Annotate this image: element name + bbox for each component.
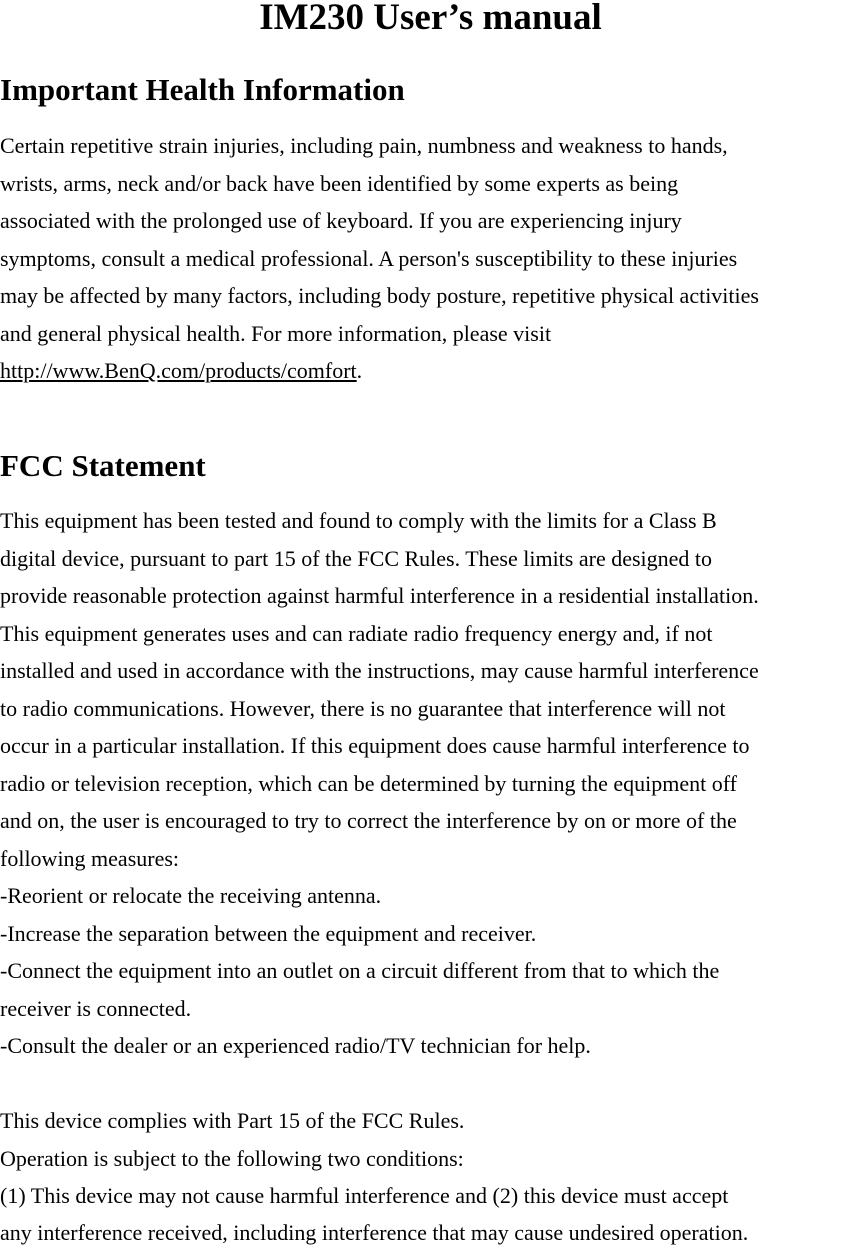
fcc-line: provide reasonable protection against harmful interference in a residential installation. (0, 583, 759, 608)
fcc-line: radio or television reception, which can be determined by turning the equipment off (0, 771, 737, 796)
health-line: symptoms, consult a medical professional. A person's susceptibility to these injuries (0, 246, 738, 271)
health-line: may be affected by many factors, including body posture, repetitive physical activities (0, 283, 759, 308)
fcc-line: This equipment generates uses and can radiate radio frequency energy and, if not (0, 621, 713, 646)
compliance-line: (1) This device may not cause harmful interference and (2) this device must accept (0, 1183, 729, 1208)
fcc-measure-item: -Increase the separation between the equipment and receiver. (0, 921, 537, 946)
compliance-line: This device complies with Part 15 of the FCC Rules. (0, 1108, 465, 1133)
health-line: and general physical health. For more information, please visit (0, 321, 552, 346)
fcc-line: and on, the user is encouraged to try to correct the interference by on or more of the (0, 808, 737, 833)
compliance-line: any interference received, including interference that may cause undesired operation. (0, 1220, 749, 1245)
health-heading: Important Health Information (0, 72, 405, 107)
fcc-line: following measures: (0, 846, 180, 871)
health-line: associated with the prolonged use of keyboard. If you are experiencing injury (0, 208, 682, 233)
fcc-line: to radio communications. However, there is no guarantee that interference will not (0, 696, 726, 721)
fcc-measure-item: -Reorient or relocate the receiving antenna. (0, 883, 382, 908)
fcc-heading: FCC Statement (0, 448, 206, 483)
compliance-line: Operation is subject to the following two conditions: (0, 1146, 464, 1171)
fcc-line: occur in a particular installation. If this equipment does cause harmful interference to (0, 733, 750, 758)
comfort-link[interactable]: http://www.BenQ.com/products/comfort (0, 358, 357, 383)
fcc-line: installed and used in accordance with the instructions, may cause harmful interference (0, 658, 759, 683)
link-suffix: . (356, 358, 363, 383)
health-line: Certain repetitive strain injuries, including pain, numbness and weakness to hands, (0, 133, 728, 158)
fcc-measure-item: -Consult the dealer or an experienced radio/TV technician for help. (0, 1033, 591, 1058)
fcc-line: digital device, pursuant to part 15 of the FCC Rules. These limits are designed to (0, 546, 713, 571)
fcc-measure-item: -Connect the equipment into an outlet on a circuit different from that to which the (0, 958, 720, 983)
document-title: IM230 User’s manual (259, 0, 602, 38)
health-link-line (0, 357, 362, 385)
fcc-line: This equipment has been tested and found to comply with the limits for a Class B (0, 508, 717, 533)
health-line: wrists, arms, neck and/or back have been identified by some experts as being (0, 171, 679, 196)
fcc-line: receiver is connected. (0, 996, 192, 1021)
